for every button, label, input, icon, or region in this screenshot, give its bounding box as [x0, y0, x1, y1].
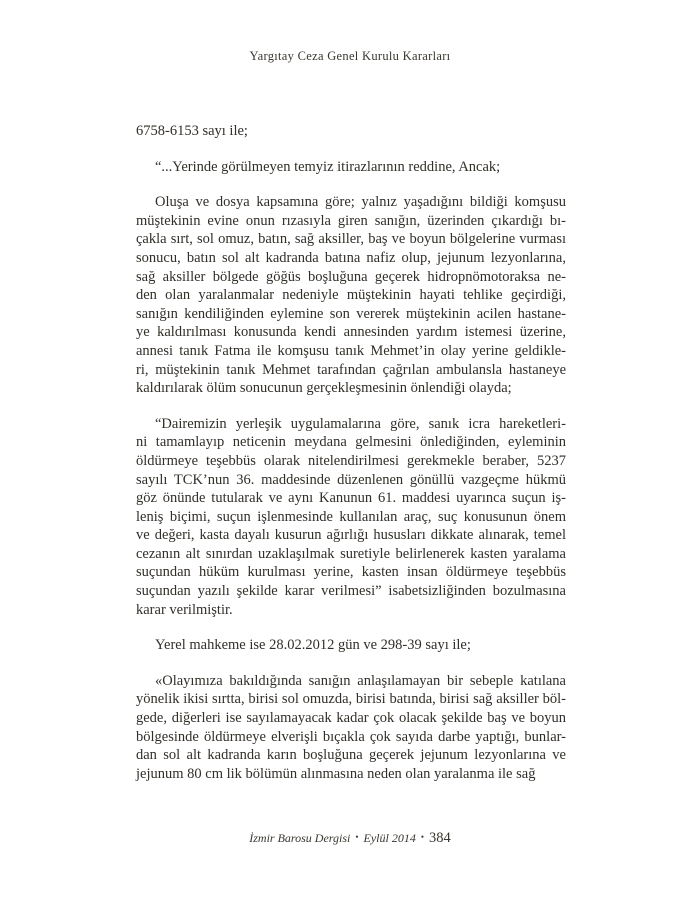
text-line: gede, diğerleri ise sayılamayacak kadar çok olacak şekilde baş ve boyun [136, 710, 566, 727]
text-line: ni tamamlayıp neticenin meydana gelmesini önlediğinden, eyleminin [136, 434, 566, 451]
text-line: bölgesinde öldürmeye elverişli bıçakla çok sayıda darbe yaptığı, bunlar- [136, 728, 566, 745]
text-line: göz önünde tutularak ve aynı Kanunun 61. maddesi uyarınca suçun iş- [136, 490, 566, 507]
text-line: jejunum 80 cm lik bölümün alınmasına neden olan yaralanma ile sağ [136, 765, 536, 782]
text-line: Oluşa ve dosya kapsamına göre; yalnız yaşadığını bildiği komşusu [155, 194, 566, 211]
text-line: sağ aksiller bölgede göğüs boşluğuna geçerek hidropnömotoraksa ne- [136, 268, 566, 285]
text-line: müştekinin evine onun rızasıyla giren sanığın, üzerinden çıkardığı bı- [136, 212, 566, 229]
text-line: kaldırılarak ölüm sonucunun gerçekleşmesinin önlendiği olayda; [136, 380, 512, 397]
paragraph [136, 193, 566, 398]
text-line: den olan yaralanmalar nedeniyle müştekinin hayati tehlike geçirdiği, [136, 287, 566, 304]
text-line: dan sol alt kadranda karın boşluğuna geçerek jejunum lezyonlarına ve [136, 747, 566, 764]
text-line: suçundan hüküm kurulması yerine, kasten insan öldürmeye teşebbüs [136, 564, 566, 581]
text-line: sonucu, batın sol alt kadranda batına nafiz olup, jejunum lezyonlarına, [136, 249, 566, 266]
paragraph [136, 122, 566, 141]
text-line: sanığın kendiliğinden eylemine son vererek müştekinin acilen hastane- [136, 305, 566, 322]
paragraph [136, 636, 566, 655]
text-line: çakla sırt, sol omuz, batın, sağ aksiller, baş ve boyun bölgelerine vurması [136, 231, 566, 248]
page-footer [0, 830, 700, 847]
text-line: cezanın alt sınırdan uzaklaşılmak suretiyle belirlenerek kasten yaralama [136, 545, 566, 562]
page-header: Yargıtay Ceza Genel Kurulu Kararları [249, 49, 451, 63]
paragraph [136, 672, 566, 784]
text-line: 6758-6153 sayı ile; [136, 123, 248, 139]
text-line: ye kaldırılması konusunda kendi annesinden yardım istemesi üzerine, [136, 324, 566, 341]
text-line: «Olayımıza bakıldığında sanığın anlaşılamayan bir sebeple katılana [155, 672, 566, 689]
document-body [136, 122, 566, 800]
text-line: öldürmeye teşebbüs olarak nitelendirilmesi gerekmekle beraber, 5237 [136, 452, 566, 469]
text-line: suçundan yazılı şekilde karar verilmesi” isabetsizliğinden bozulmasına [136, 583, 566, 600]
text-line: sayılı TCK’nun 36. maddesinde düzenlenen gönüllü vazgeçme hükmü [136, 471, 566, 488]
paragraph [136, 158, 566, 177]
paragraph [136, 415, 566, 620]
bullet-separator: • [420, 832, 424, 842]
text-line: yönelik ikisi sırtta, birisi sol omuzda, birisi batında, birisi sağ aksiller böl- [136, 691, 566, 708]
text-line: leniş biçimi, suçun işlenmesinde kullanılan araç, suç konusunun önem [136, 508, 566, 525]
text-line: Yerel mahkeme ise 28.02.2012 gün ve 298-39 sayı ile; [155, 637, 471, 654]
text-line: karar verilmiştir. [136, 601, 233, 618]
text-line: “Dairemizin yerleşik uygulamalarına göre, sanık icra hareketleri- [155, 415, 566, 432]
text-line: annesi tanık Fatma ile komşusu tanık Mehmet’in olay yerine geldikle- [136, 342, 566, 359]
bullet-separator: • [355, 832, 359, 842]
footer-journal-title: İzmir Barosu Dergisi [249, 831, 351, 845]
footer-issue: Eylül 2014 [363, 831, 416, 845]
text-line: ri, müştekinin tanık Mehmet tarafından çağrılan ambulansla hastaneye [136, 361, 566, 378]
footer-page-number: 384 [429, 830, 451, 846]
text-line: ve değeri, kasta dayalı kusurun ağırlığı hususları dikkate alınarak, temel [136, 527, 566, 544]
text-line: “...Yerinde görülmeyen temyiz itirazlarının reddine, Ancak; [155, 158, 501, 175]
